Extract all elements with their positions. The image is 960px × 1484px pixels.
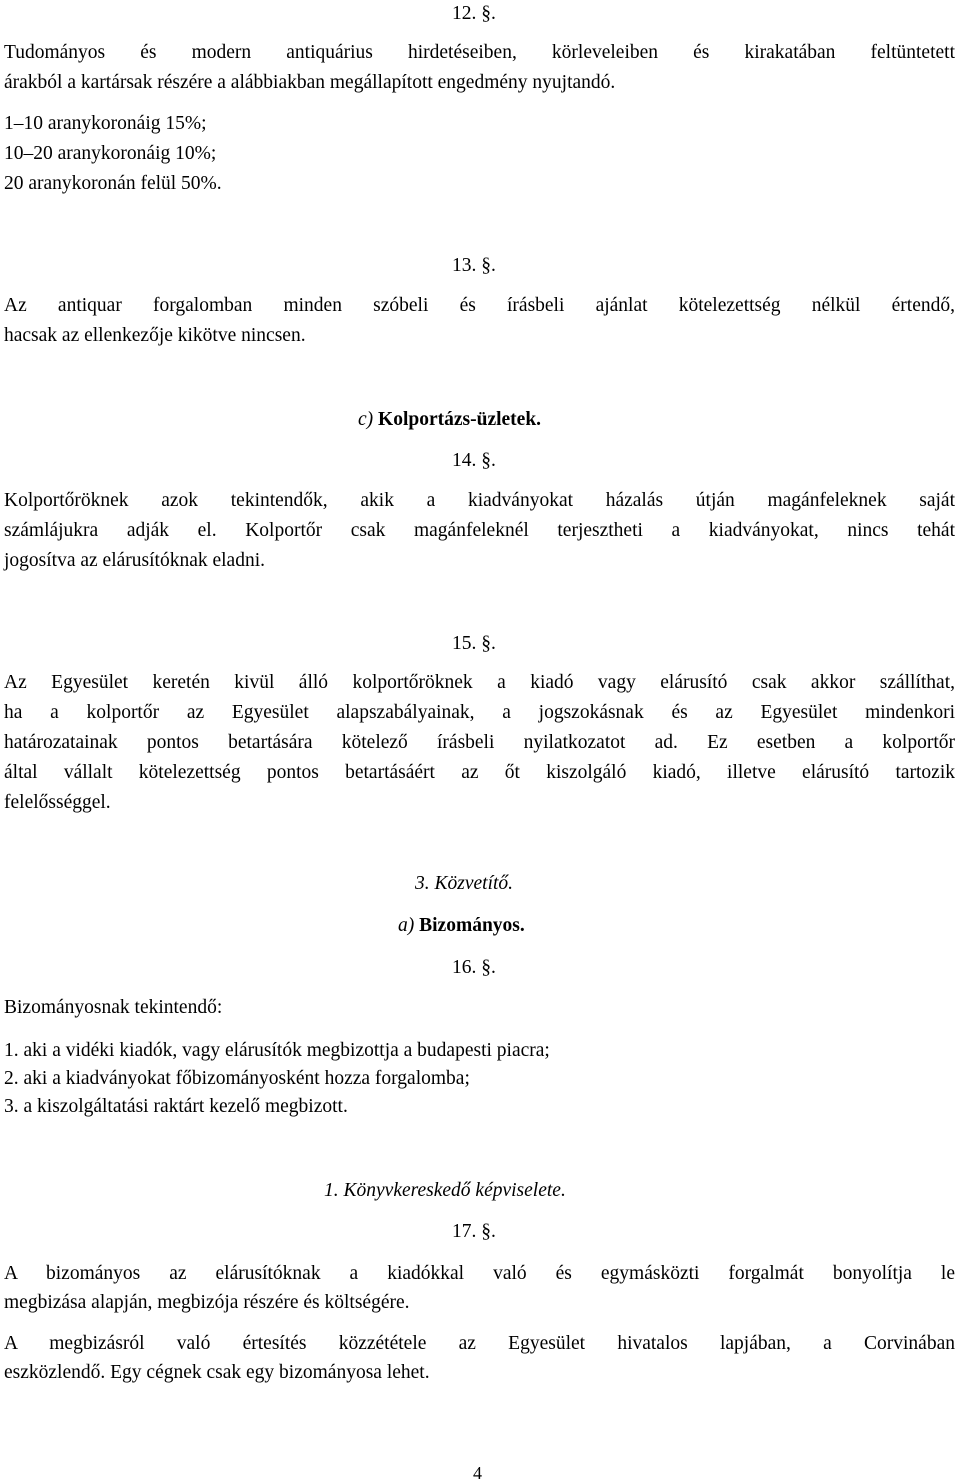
section-15-line-3: határozatainak pontos betartására kötelező írásbeli nyilatkozatot ad. Ez esetben a kolportőr [4, 732, 955, 753]
section-15-line-4: által vállalt kötelezettség pontos betartásáért az őt kiszolgáló kiadó, illetve elárusító tartozik [4, 762, 955, 783]
subsection-a-heading [398, 916, 525, 936]
section-13-line-1: Az antiquar forgalomban minden szóbeli és írásbeli ajánlat kötelezettség nélkül értendő, [4, 295, 955, 316]
subsection-letter: c) [358, 409, 374, 430]
section-14-heading: 14. §. [452, 450, 496, 471]
section-12-line-1: Tudományos és modern antiquárius hirdetéseiben, körleveleiben és kirakatában feltüntetett [4, 42, 955, 63]
section-15-heading: 15. §. [452, 633, 496, 654]
section-16-intro: Bizományosnak tekintendő: [4, 997, 223, 1018]
section-17-heading: 17. §. [452, 1221, 496, 1242]
part-3-title: 3. Közvetítő. [415, 873, 514, 894]
list-item: 3. a kiszolgáltatási raktárt kezelő megbizott. [4, 1096, 348, 1117]
section-12-line-2: árakból a kartársak részére a alábbiakban megállapított engedmény nyujtandó. [4, 72, 616, 93]
subsection-c-heading [358, 410, 541, 430]
list-item: 1. aki a vidéki kiadók, vagy elárusítók megbizottja a budapesti piacra; [4, 1040, 550, 1061]
discount-item: 10–20 aranykoronáig 10%; [4, 143, 217, 164]
section-13-line-2: hacsak az ellenkezője kikötve nincsen. [4, 325, 306, 346]
section-15-line-2: ha a kolportőr az Egyesület alapszabályainak, a jogszokásnak és az Egyesület mindenkori [4, 702, 955, 723]
subsection-title: Bizományos. [419, 915, 525, 936]
section-13-heading: 13. §. [452, 255, 496, 276]
section-15-line-1: Az Egyesület keretén kivül álló kolportőröknek a kiadó vagy elárusító csak akkor szállíthat, [4, 672, 955, 693]
section-15-line-5: felelősséggel. [4, 792, 111, 813]
section-16-heading: 16. §. [452, 957, 496, 978]
section-17-para2-line-2: eszközlendő. Egy cégnek csak egy bizományosa lehet. [4, 1362, 430, 1383]
page-number: 4 [473, 1463, 482, 1483]
subpart-1-title: 1. Könyvkereskedő képviselete. [324, 1180, 566, 1201]
subsection-letter: a) [398, 915, 415, 936]
section-17-para1-line-2: megbizása alapján, megbizója részére és költségére. [4, 1292, 410, 1313]
list-item: 2. aki a kiadványokat főbizományosként hozza forgalomba; [4, 1068, 470, 1089]
section-14-line-3: jogosítva az elárusítóknak eladni. [4, 550, 266, 571]
section-12-heading: 12. §. [452, 3, 496, 24]
discount-item: 20 aranykoronán felül 50%. [4, 173, 222, 194]
subsection-title: Kolportázs-üzletek. [378, 409, 542, 430]
section-17-para1-line-1: A bizományos az elárusítóknak a kiadókkal való és egymásközti forgalmát bonyolítja le [4, 1263, 955, 1284]
section-14-line-2: számlájukra adják el. Kolportőr csak magánfeleknél terjesztheti a kiadványokat, nincs tehát [4, 520, 955, 541]
discount-item: 1–10 aranykoronáig 15%; [4, 113, 207, 134]
section-17-para2-line-1: A megbizásról való értesítés közzététele az Egyesület hivatalos lapjában, a Corvinában [4, 1333, 955, 1354]
section-14-line-1: Kolportőröknek azok tekintendők, akik a kiadványokat házalás útján magánfeleknek saját [4, 490, 955, 511]
